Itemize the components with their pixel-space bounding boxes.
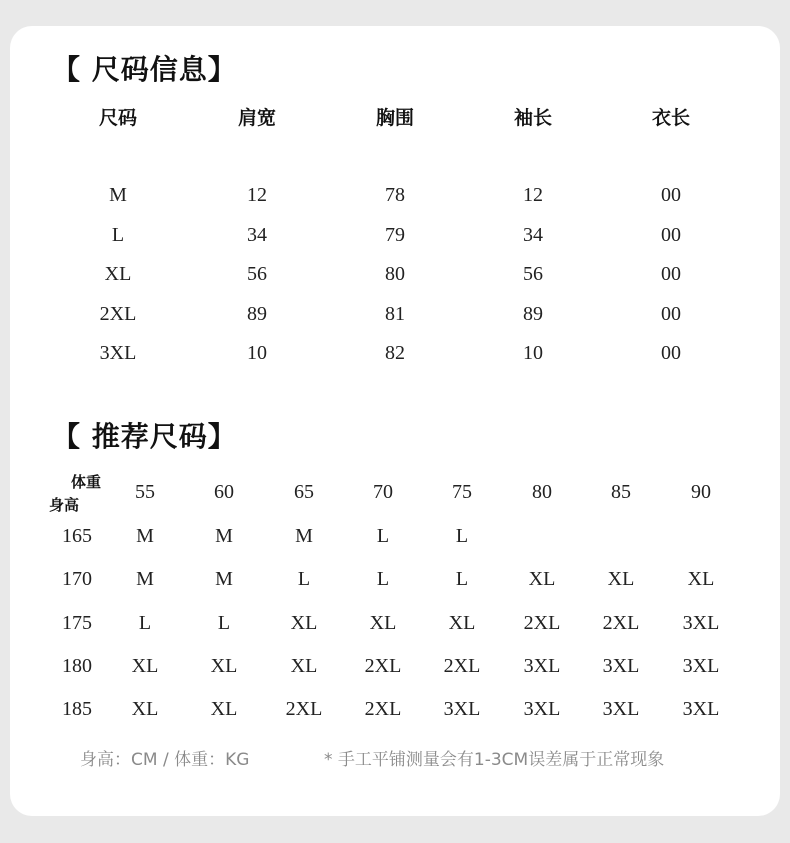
header-chest: 胸围: [375, 107, 414, 129]
recommend-cell: XL: [210, 698, 238, 720]
weight-header: 90: [691, 481, 711, 503]
height-value: 180: [62, 655, 92, 677]
size-cell: 12: [523, 184, 543, 206]
recommend-cell: XL: [528, 568, 556, 590]
recommend-cell: L: [455, 525, 469, 547]
size-cell: 79: [385, 224, 405, 246]
recommend-cell: XL: [290, 612, 318, 634]
recommend-cell: XL: [290, 655, 318, 677]
recommend-cell: 2XL: [443, 655, 481, 677]
recommend-cell: M: [295, 525, 313, 547]
size-cell: 89: [247, 303, 267, 325]
size-cell: 80: [385, 263, 405, 285]
recommend-cell: 3XL: [523, 655, 561, 677]
recommend-cell: L: [138, 612, 152, 634]
recommend-cell: L: [297, 568, 311, 590]
height-value: 175: [62, 612, 92, 634]
recommend-cell: 3XL: [602, 655, 640, 677]
recommend-cell: M: [215, 568, 233, 590]
size-cell: 00: [661, 184, 681, 206]
size-cell: 10: [247, 342, 267, 364]
recommend-cell: XL: [448, 612, 476, 634]
weight-header: 65: [294, 481, 314, 503]
size-cell: 00: [661, 263, 681, 285]
height-label: 身高: [49, 496, 80, 514]
size-cell: M: [109, 184, 127, 206]
recommend-cell: L: [217, 612, 231, 634]
recommend-cell: 3XL: [443, 698, 481, 720]
size-cell: 89: [523, 303, 543, 325]
size-cell: L: [111, 224, 125, 246]
recommend-cell: 3XL: [682, 655, 720, 677]
recommend-cell: 3XL: [602, 698, 640, 720]
recommend-cell: 3XL: [523, 698, 561, 720]
units-note: 身高：CM / 体重：KG: [80, 750, 250, 770]
size-cell: 81: [385, 303, 405, 325]
recommend-title: 【 推荐尺码】: [52, 420, 237, 453]
size-cell: 56: [247, 263, 267, 285]
header-length: 衣长: [651, 107, 690, 129]
size-cell: 10: [523, 342, 543, 364]
recommend-cell: 3XL: [682, 612, 720, 634]
header-sleeve: 袖长: [513, 107, 552, 129]
weight-header: 75: [452, 481, 472, 503]
size-info-title: 【 尺码信息】: [52, 53, 237, 86]
recommend-cell: M: [136, 525, 154, 547]
recommend-cell: XL: [369, 612, 397, 634]
size-cell: 56: [523, 263, 543, 285]
size-cell: 3XL: [99, 342, 137, 364]
weight-header: 85: [611, 481, 631, 503]
recommend-cell: M: [136, 568, 154, 590]
height-value: 165: [62, 525, 92, 547]
recommend-cell: 3XL: [682, 698, 720, 720]
recommend-cell: 2XL: [523, 612, 561, 634]
size-cell: 78: [385, 184, 405, 206]
recommend-cell: 2XL: [364, 655, 402, 677]
size-cell: XL: [104, 263, 132, 285]
recommend-cell: XL: [131, 698, 159, 720]
weight-header: 60: [214, 481, 234, 503]
recommend-cell: 2XL: [602, 612, 640, 634]
recommend-cell: L: [455, 568, 469, 590]
header-size: 尺码: [98, 107, 137, 129]
recommend-cell: M: [215, 525, 233, 547]
recommend-cell: 2XL: [364, 698, 402, 720]
recommend-cell: XL: [210, 655, 238, 677]
measurement-note: * 手工平铺测量会有1-3CM误差属于正常现象: [324, 750, 665, 770]
size-cell: 12: [247, 184, 267, 206]
recommend-cell: XL: [607, 568, 635, 590]
size-cell: 34: [523, 224, 543, 246]
weight-label: 体重: [71, 473, 102, 491]
size-cell: 00: [661, 303, 681, 325]
size-cell: 34: [247, 224, 267, 246]
height-value: 185: [62, 698, 92, 720]
header-shoulder: 肩宽: [237, 107, 276, 129]
weight-header: 80: [532, 481, 552, 503]
size-cell: 2XL: [99, 303, 137, 325]
recommend-cell: XL: [687, 568, 715, 590]
recommend-cell: 2XL: [285, 698, 323, 720]
recommend-cell: XL: [131, 655, 159, 677]
size-cell: 82: [385, 342, 405, 364]
weight-header: 70: [373, 481, 393, 503]
recommend-cell: L: [376, 568, 390, 590]
weight-header: 55: [135, 481, 155, 503]
height-value: 170: [62, 568, 92, 590]
recommend-cell: L: [376, 525, 390, 547]
size-cell: 00: [661, 342, 681, 364]
size-cell: 00: [661, 224, 681, 246]
